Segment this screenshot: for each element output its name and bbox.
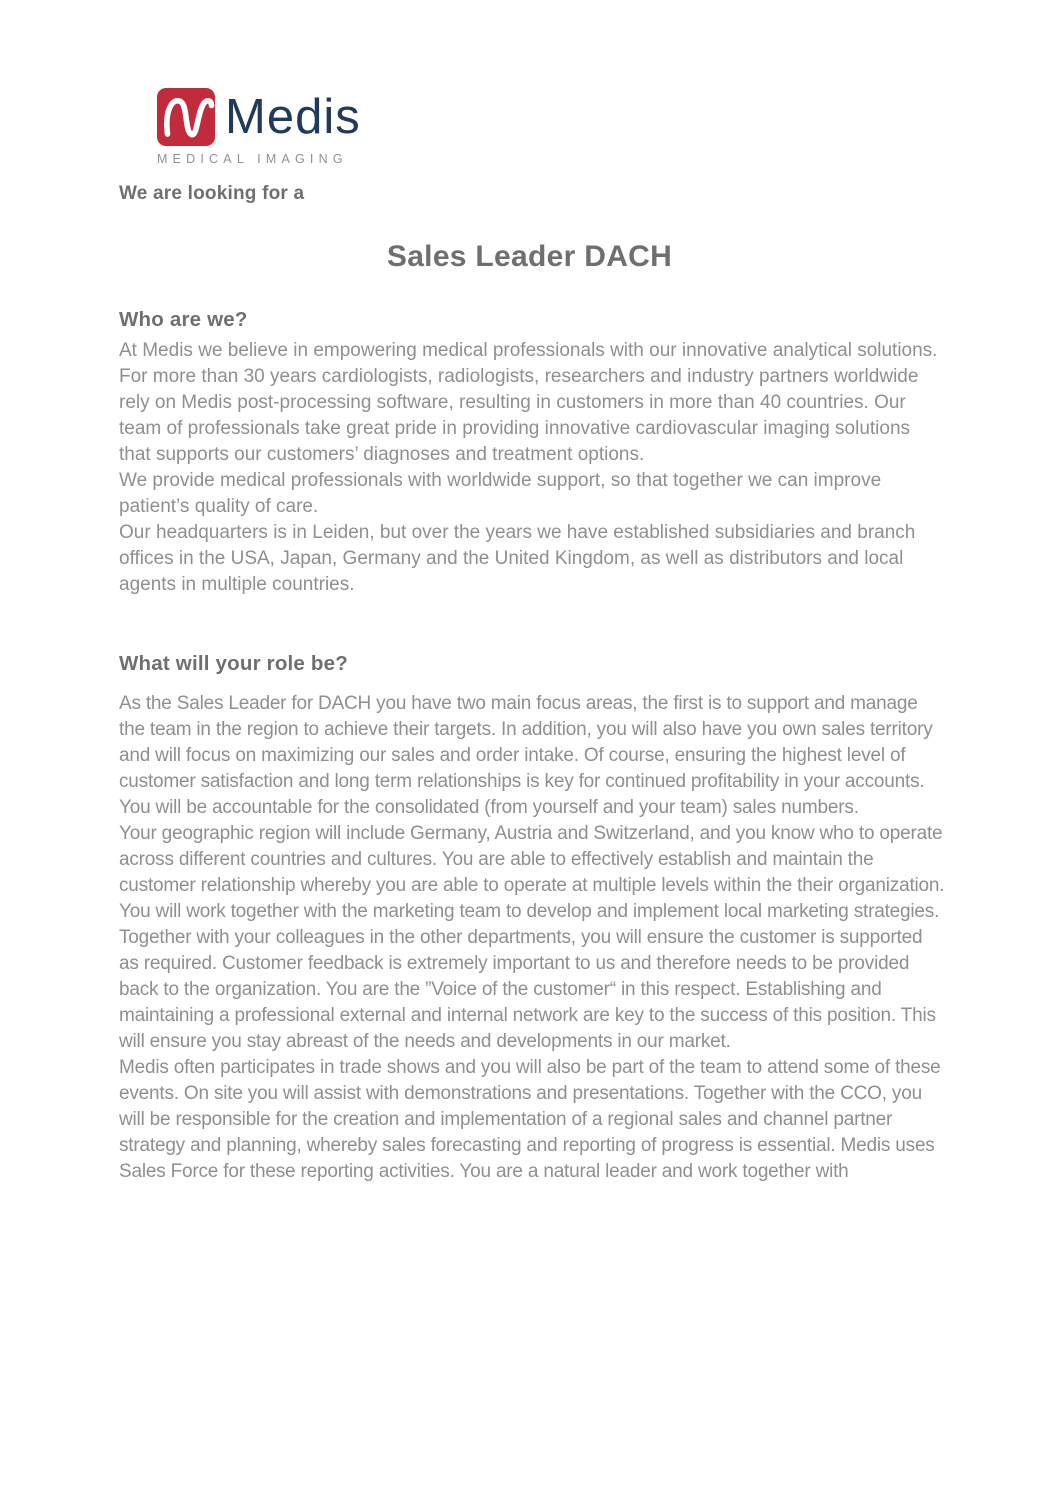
section-heading-who-are-we: Who are we? [119,308,248,331]
intro-line: We are looking for a [119,183,305,204]
paragraph: As the Sales Leader for DACH you have two main focus areas, the first is to support and manage the team in the region to achieve their targets. In addition, you will also have you own sales territory and will focus on maximizing our sales and order intake. Of course, ensuring the highest level of customer satisfaction and long term relationships is key for continued profitability in your accounts. You will be accountable for the consolidated (from yourself and your team) sales numbers. [119,693,933,818]
section-who-are-we [119,308,945,598]
logo-wordmark: Medis [225,89,361,144]
paragraph: Medis often participates in trade shows and you will also be part of the team to attend some of these events. On site you will assist with demonstrations and presentations. Together with the CCO, you will be responsible for the creation and implementation of a regional sales and channel partner strategy and planning, whereby sales forecasting and reporting of progress is essential. Medis uses Sales Force for these reporting activities. You are a natural leader and work together with [119,1057,941,1182]
heartbeat-wave-icon [157,88,215,146]
paragraph: Your geographic region will include Germany, Austria and Switzerland, and you know who to operate across different countries and cultures. You are able to effectively establish and maintain the customer relationship whereby you are able to operate at multiple levels within the their organization. You will work together with the marketing team to develop and implement local marketing strategies. Together with your colleagues in the other departments, you will ensure the customer is supported as required. Customer feedback is extremely important to us and therefore needs to be provided back to the organization. You are the ”Voice of the customer“ in this respect. Establishing and maintaining a professional external and internal network are key to the success of this position. This will ensure you stay abreast of the needs and developments in our market. [119,823,945,1052]
job-title: Sales Leader DACH [386,240,673,273]
logo-tagline: MEDICAL IMAGING [157,152,348,166]
medis-logo [157,88,361,166]
paragraph: Our headquarters is in Leiden, but over the years we have established subsidiaries and branch offices in the USA, Japan, Germany and the United Kingdom, as well as distributors and local agents in multiple countries. [119,522,916,595]
paragraph: At Medis we believe in empowering medical professionals with our innovative analytical solutions. For more than 30 years cardiologists, radiologists, researchers and industry partners worldwide rely on Medis post-processing software, resulting in customers in more than 40 countries. Our team of professionals take great pride in providing innovative cardiovascular imaging solutions that supports our customers’ diagnoses and treatment options. [119,340,938,465]
paragraph: We provide medical professionals with worldwide support, so that together we can improve patient’s quality of care. [119,470,882,517]
logo-row [157,88,361,146]
section-what-will-your-role-be [119,652,945,1185]
section-heading-role: What will your role be? [119,652,348,675]
